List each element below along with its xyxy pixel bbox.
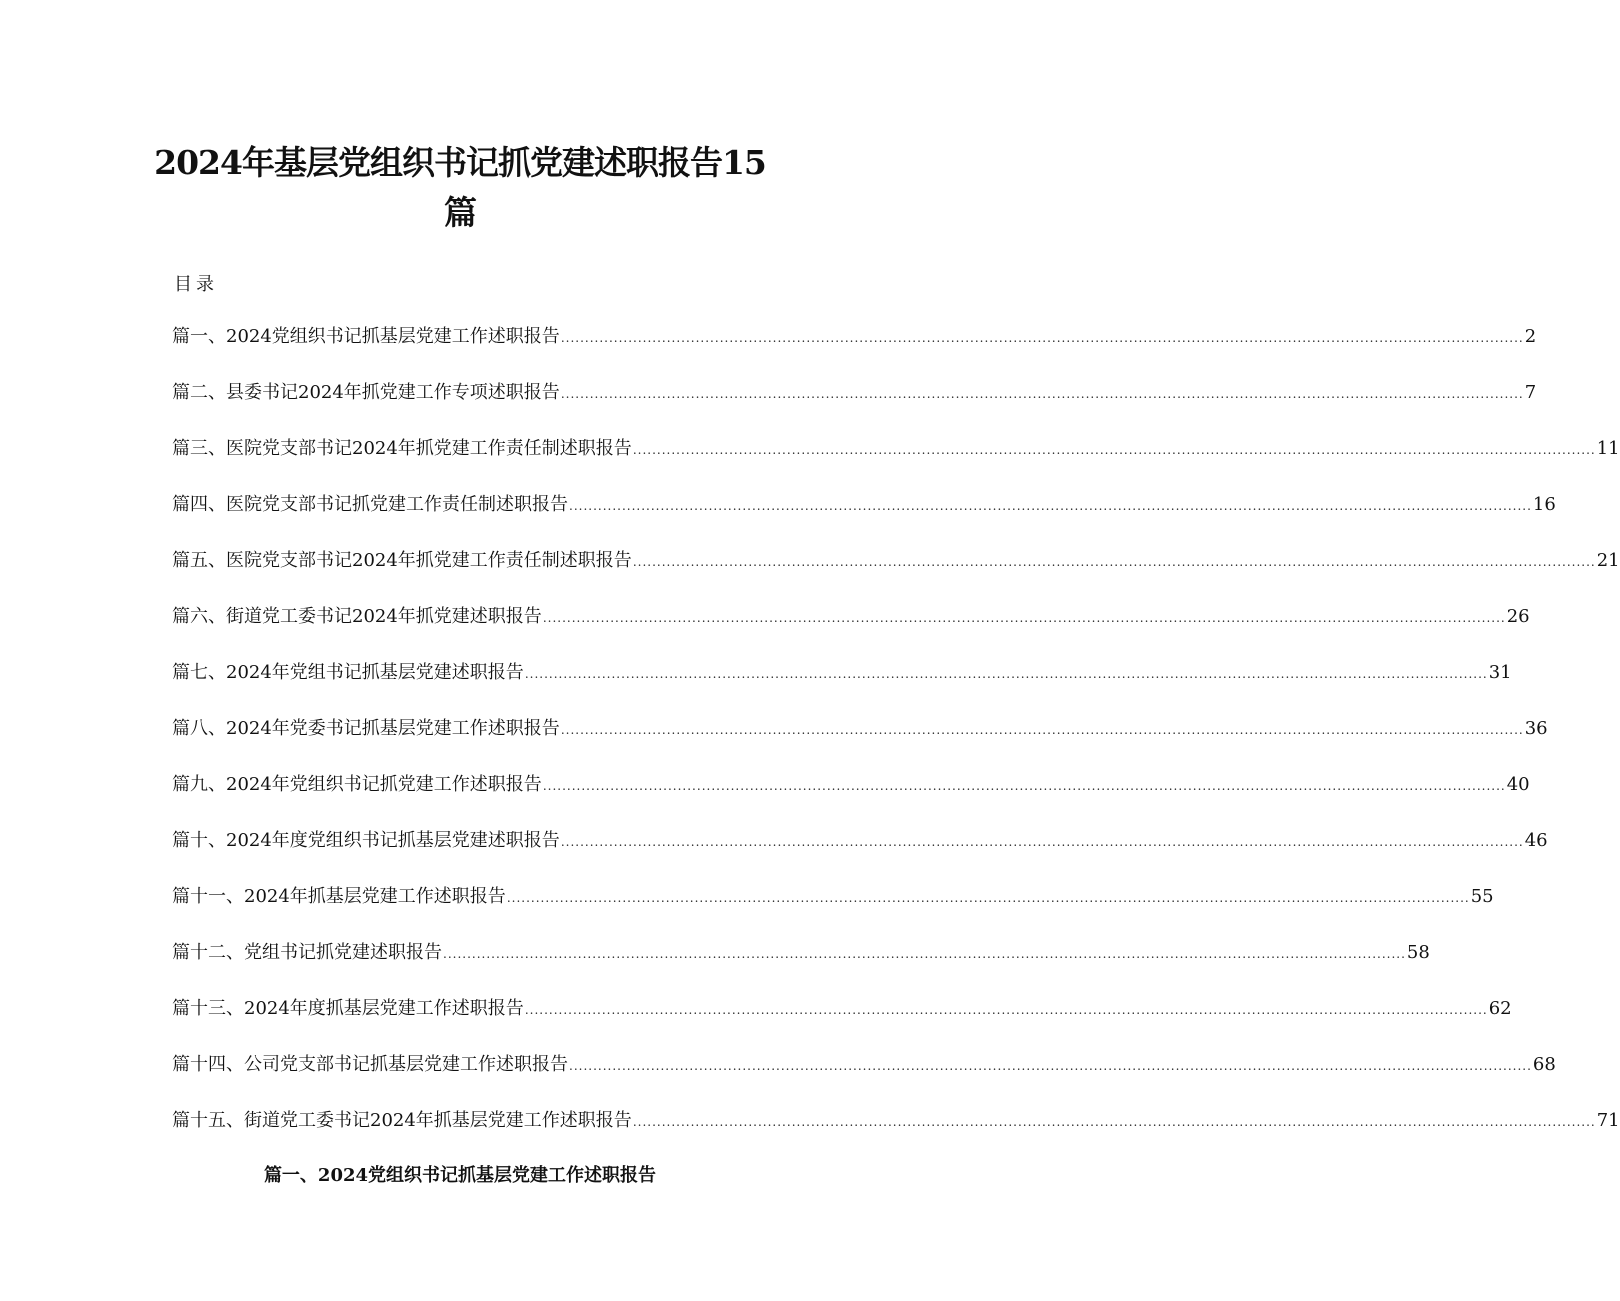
toc-dot-leader: ........................................................................................................................................................................................................: [560, 331, 1524, 345]
toc-page-number: 2: [1524, 326, 1537, 347]
toc-entry-text: 篇十五、街道党工委书记2024年抓基层党建工作述职报告: [172, 1110, 632, 1131]
toc-entry-text: 篇四、医院党支部书记抓党建工作责任制述职报告: [172, 494, 568, 515]
toc-page-number: 7: [1524, 382, 1537, 403]
toc-entry-9[interactable]: [172, 772, 1530, 798]
toc-entry-14[interactable]: [172, 1052, 1556, 1078]
toc-entry-15[interactable]: [172, 1108, 1620, 1134]
toc-dot-leader: ........................................................................................................................................................................................................: [560, 723, 1524, 737]
toc-entry-text: 篇二、县委书记2024年抓党建工作专项述职报告: [172, 382, 560, 403]
toc-entry-text: 篇七、2024年党组书记抓基层党建述职报告: [172, 662, 524, 683]
toc-entry-12[interactable]: [172, 940, 1430, 966]
toc-entry-13[interactable]: [172, 996, 1512, 1022]
toc-page-number: 58: [1406, 942, 1430, 963]
toc-entry-text: 篇十、2024年度党组织书记抓基层党建述职报告: [172, 830, 560, 851]
toc-heading: 目录: [174, 274, 218, 295]
toc-entry-3[interactable]: [172, 436, 1620, 462]
toc-entry-text: 篇三、医院党支部书记2024年抓党建工作责任制述职报告: [172, 438, 632, 459]
toc-dot-leader: ........................................................................................................................................................................................................: [506, 891, 1470, 905]
toc-entry-text: 篇六、街道党工委书记2024年抓党建述职报告: [172, 606, 542, 627]
document-title: 2024年基层党组织书记抓党建述职报告15篇: [154, 143, 766, 232]
toc-page-number: 71: [1596, 1110, 1620, 1131]
toc-page-number: 55: [1470, 886, 1494, 907]
toc-dot-leader: ........................................................................................................................................................................................................: [569, 499, 1532, 513]
toc-page-number: 31: [1488, 662, 1512, 683]
toc-dot-leader: ........................................................................................................................................................................................................: [542, 779, 1506, 793]
toc-entry-text: 篇十一、2024年抓基层党建工作述职报告: [172, 886, 506, 907]
toc-dot-leader: ........................................................................................................................................................................................................: [632, 1115, 1596, 1129]
toc-page-number: 46: [1524, 830, 1548, 851]
toc-entry-11[interactable]: [172, 884, 1494, 910]
toc-entry-2[interactable]: [172, 380, 1537, 406]
toc-dot-leader: ........................................................................................................................................................................................................: [632, 555, 1596, 569]
toc-page-number: 21: [1596, 550, 1620, 571]
toc-dot-leader: ........................................................................................................................................................................................................: [632, 443, 1596, 457]
toc-page-number: 36: [1524, 718, 1548, 739]
toc-page-number: 16: [1532, 494, 1556, 515]
toc-entry-6[interactable]: [172, 604, 1530, 630]
toc-entry-text: 篇十三、2024年度抓基层党建工作述职报告: [172, 998, 524, 1019]
toc-page-number: 40: [1506, 774, 1530, 795]
toc-entry-1[interactable]: [172, 324, 1537, 350]
toc-dot-leader: ........................................................................................................................................................................................................: [560, 387, 1524, 401]
toc-entry-text: 篇五、医院党支部书记2024年抓党建工作责任制述职报告: [172, 550, 632, 571]
toc-entry-5[interactable]: [172, 548, 1620, 574]
toc-entry-text: 篇十二、党组书记抓党建述职报告: [172, 942, 442, 963]
toc-dot-leader: ........................................................................................................................................................................................................: [542, 611, 1506, 625]
toc-dot-leader: ........................................................................................................................................................................................................: [524, 1003, 1488, 1017]
toc-page-number: 26: [1506, 606, 1530, 627]
toc-entry-10[interactable]: [172, 828, 1548, 854]
toc-entry-text: 篇九、2024年党组织书记抓党建工作述职报告: [172, 774, 542, 795]
toc-dot-leader: ........................................................................................................................................................................................................: [443, 947, 1406, 961]
section-heading: 篇一、2024党组织书记抓基层党建工作述职报告: [263, 1165, 657, 1186]
toc-page-number: 62: [1488, 998, 1512, 1019]
toc-dot-leader: ........................................................................................................................................................................................................: [524, 667, 1488, 681]
toc-page-number: 11: [1596, 438, 1620, 459]
toc-entry-text: 篇一、2024党组织书记抓基层党建工作述职报告: [172, 326, 560, 347]
toc-entry-8[interactable]: [172, 716, 1548, 742]
toc-entry-text: 篇八、2024年党委书记抓基层党建工作述职报告: [172, 718, 560, 739]
toc-entry-7[interactable]: [172, 660, 1512, 686]
toc-page-number: 68: [1532, 1054, 1556, 1075]
toc-dot-leader: ........................................................................................................................................................................................................: [560, 835, 1524, 849]
toc-dot-leader: ........................................................................................................................................................................................................: [569, 1059, 1532, 1073]
toc-entry-text: 篇十四、公司党支部书记抓基层党建工作述职报告: [172, 1054, 568, 1075]
toc-entry-4[interactable]: [172, 492, 1556, 518]
